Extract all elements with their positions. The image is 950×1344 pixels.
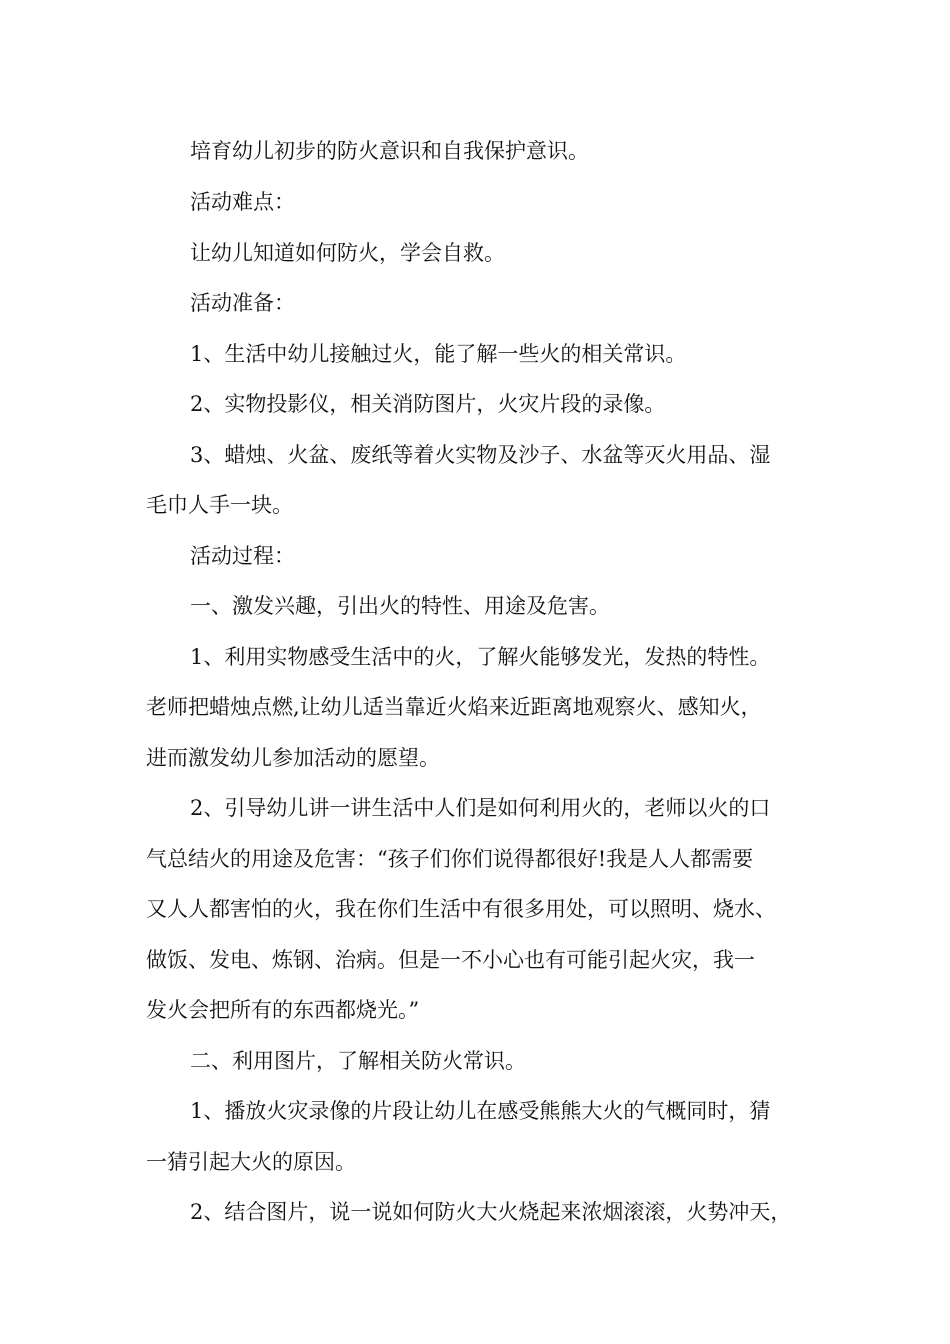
list-item: 2、引导幼儿讲一讲生活中人们是如何利用火的，老师以火的口	[190, 796, 771, 820]
section-heading: 活动准备：	[190, 291, 295, 315]
paragraph-line: 毛巾人手一块。	[146, 493, 293, 517]
paragraph-line: 一猜引起大火的原因。	[146, 1150, 356, 1174]
section-heading: 活动难点：	[190, 190, 295, 214]
list-item: 1、播放火灾录像的片段让幼儿在感受熊熊大火的气概同时，猜	[190, 1099, 771, 1123]
paragraph-line: 发火会把所有的东西都烧光。”	[146, 998, 420, 1022]
section-heading: 活动过程：	[190, 544, 295, 568]
paragraph-line: 又人人都害怕的火，我在你们生活中有很多用处，可以照明、烧水、	[146, 897, 776, 921]
paragraph-line: 让幼儿知道如何防火，学会自救。	[190, 241, 505, 265]
paragraph-line: 气总结火的用途及危害：“孩子们你们说得都很好!我是人人都需要	[146, 847, 754, 871]
list-item: 1、生活中幼儿接触过火，能了解一些火的相关常识。	[190, 342, 687, 366]
list-item: 2、实物投影仪，相关消防图片，火灾片段的录像。	[190, 392, 666, 416]
list-item: 1、利用实物感受生活中的火，了解火能够发光，发热的特性。	[190, 645, 771, 669]
list-item: 2、结合图片，说一说如何防火大火烧起来浓烟滚滚，火势冲天，	[190, 1200, 792, 1224]
subsection-heading: 一、激发兴趣，引出火的特性、用途及危害。	[190, 594, 610, 618]
paragraph-line: 老师把蜡烛点燃,让幼儿适当靠近火焰来近距离地观察火、感知火，	[146, 695, 762, 719]
paragraph-line: 培育幼儿初步的防火意识和自我保护意识。	[190, 139, 589, 163]
list-item: 3、蜡烛、火盆、废纸等着火实物及沙子、水盆等灭火用品、湿	[190, 443, 771, 467]
subsection-heading: 二、利用图片，了解相关防火常识。	[190, 1049, 526, 1073]
paragraph-line: 进而激发幼儿参加活动的愿望。	[146, 746, 440, 770]
paragraph-line: 做饭、发电、炼钢、治病。但是一不小心也有可能引起火灾，我一	[146, 948, 755, 972]
